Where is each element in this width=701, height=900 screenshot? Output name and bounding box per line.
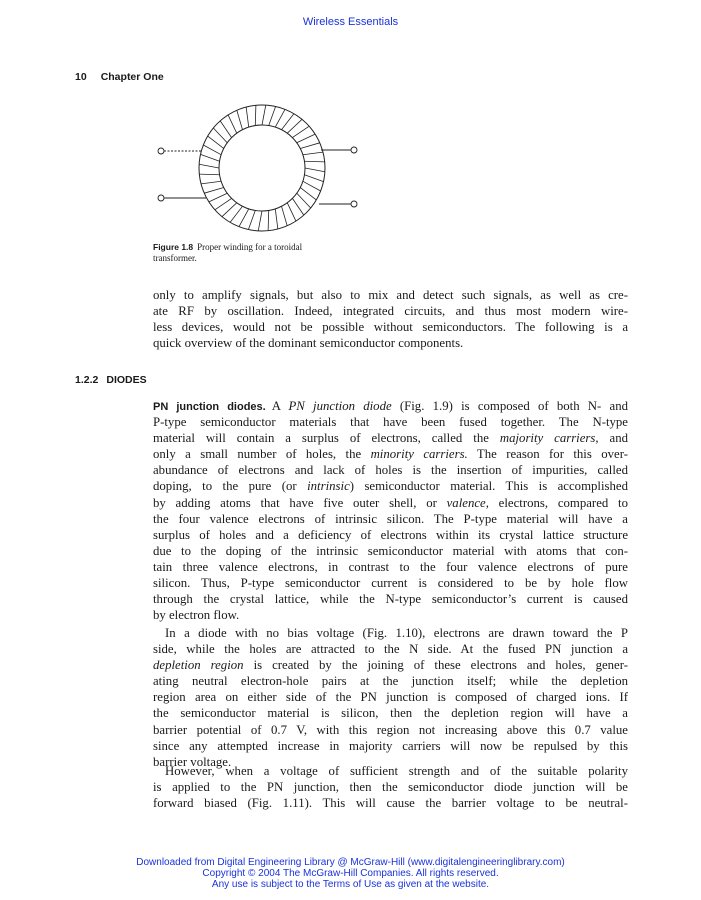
text-line <box>153 478 628 494</box>
text-line: surplus of holes and a deficiency of electrons within its crystal lattice structure <box>153 527 628 542</box>
winding-turn <box>292 126 309 137</box>
winding-turn <box>269 106 276 125</box>
winding-turn <box>220 121 231 138</box>
text-line: less devices, would not be possible without semiconductors. The following is a <box>153 320 628 335</box>
toroidal-transformer-figure <box>150 100 390 240</box>
forward-bias-paragraph <box>153 763 628 811</box>
winding-turn <box>208 136 224 148</box>
text-line: since any attempted increase in majority carriers will now be repulsed by this <box>153 738 628 753</box>
text-line: region area on either side of the PN junction is composed of charged ions. If <box>153 690 628 705</box>
italic-term: depletion region <box>153 658 244 673</box>
pn-junction-paragraph <box>153 398 628 623</box>
text-line: through the crystal lattice, while the N-type semiconductor’s current is caused <box>153 592 628 607</box>
text-line: ate RF by oscillation. Indeed, integrated circuits, and thus most modern wire- <box>153 304 628 319</box>
toroid-windings <box>199 105 325 231</box>
winding-turn <box>300 143 319 149</box>
text-line: side, while the holes are attracted to the N side. At the fused PN junction a <box>153 642 628 657</box>
winding-turn <box>204 188 223 194</box>
caption-line-2: transformer. <box>153 253 197 263</box>
winding-turn <box>239 209 249 227</box>
bias-paragraph <box>153 625 628 770</box>
terms-link[interactable]: Any use is subject to the Terms of Use as given at the website. <box>211 879 490 890</box>
winding-turn <box>287 203 296 221</box>
wireless-essentials-link[interactable]: Wireless Essentials <box>302 16 399 28</box>
winding-turn <box>258 211 262 231</box>
winding-turn <box>201 181 221 184</box>
text-line <box>153 430 628 446</box>
winding-turn <box>230 206 242 222</box>
text-line: silicon. Thus, P-type semiconductor current is considered to be by hole flow <box>153 576 628 591</box>
text-line: barrier potential of 0.7 V, with this region not increasing above this 0.7 value <box>153 722 628 737</box>
text-run: ) semiconductor material. This is accomplished <box>349 479 628 494</box>
text-run: only a small number of holes, the <box>153 447 371 462</box>
text-line <box>153 495 628 511</box>
text-line: the four valence electrons of intrinsic silicon. The P-type material will have a <box>153 511 628 526</box>
page-number: 10 <box>75 71 87 83</box>
winding-turn <box>209 193 227 202</box>
text-line <box>153 446 628 462</box>
italic-term: minority carriers. <box>370 447 468 462</box>
winding-turn <box>222 203 237 217</box>
text-run: and <box>598 431 629 446</box>
winding-turn <box>268 210 269 230</box>
winding-turn <box>255 105 256 125</box>
winding-turn <box>275 109 285 127</box>
text-line: the semiconductor material is silicon, then the depletion region will have a <box>153 706 628 721</box>
copyright-line: Copyright © 2004 The McGraw-Hill Companies. All rights reserved. <box>202 868 499 879</box>
page-header <box>75 71 164 83</box>
text-line: due to the doping of the intrinsic semiconductor material with atoms that con- <box>153 543 628 558</box>
text-run: (Fig. 1.9) is composed of both N- and <box>391 399 629 413</box>
text-line: only to amplify signals, but also to mix and detect such signals, as well as cre- <box>153 288 628 302</box>
text-line: barrier voltage. <box>153 754 232 769</box>
terminal-top-right <box>351 147 357 153</box>
section-title: DIODES <box>106 374 147 386</box>
winding-turn <box>292 198 303 215</box>
text-line: is applied to the PN junction, then the semiconductor diode junction will be <box>153 780 628 795</box>
text-line: quick overview of the dominant semiconductor components. <box>153 336 464 351</box>
subsection-heading: PN junction diodes. <box>153 401 266 413</box>
section-heading <box>75 374 147 386</box>
terminal-bottom-right <box>351 201 357 207</box>
winding-turn <box>199 174 219 175</box>
winding-turn <box>287 119 302 133</box>
section-number: 1.2.2 <box>75 374 99 386</box>
winding-turn <box>248 210 255 229</box>
text-line: P-type semiconductor materials that have been fused together. The N-type <box>153 415 628 430</box>
text-line: ating neutral electron-hole pairs at the junction itself; while the depletion <box>153 674 628 689</box>
winding-turn <box>200 154 219 161</box>
text-line: by electron flow. <box>153 608 240 623</box>
winding-turn <box>213 128 227 143</box>
text-run: The reason for this over- <box>467 447 628 462</box>
winding-turn <box>297 134 315 143</box>
winding-turn <box>228 115 237 133</box>
italic-term: majority carriers, <box>499 431 599 446</box>
winding-turn <box>304 161 324 162</box>
text-run: A <box>271 399 289 413</box>
caption-line-1: Proper winding for a toroidal <box>197 242 303 252</box>
winding-turn <box>215 198 232 209</box>
winding-turn <box>275 209 278 229</box>
text-line: However, when a voltage of sufficient strength and of the suitable polarity <box>165 764 628 778</box>
winding-turn <box>246 107 249 127</box>
italic-term: PN junction diode <box>288 399 392 413</box>
text-run: by adding atoms that have five outer shell, or <box>153 495 447 510</box>
figure-caption <box>153 242 353 264</box>
winding-turn <box>262 105 266 125</box>
winding-turn <box>304 175 323 182</box>
winding-turn <box>237 110 243 129</box>
italic-term: valence, <box>446 495 489 510</box>
download-link[interactable]: Downloaded from Digital Engineering Library @ McGraw-Hill (www.digitalengineeringlibrary.com) <box>136 857 565 868</box>
text-run: material will contain a surplus of electrons, called the <box>153 431 500 446</box>
figure-label: Figure 1.8 <box>153 242 194 252</box>
text-line <box>153 398 628 414</box>
text-run: electrons, compared to <box>488 495 628 510</box>
terminal-top-left <box>158 148 164 154</box>
winding-turn <box>303 181 321 191</box>
chapter-title: Chapter One <box>100 71 164 83</box>
text-line <box>153 657 628 673</box>
lead-wires <box>158 147 357 207</box>
copyright-footer <box>0 857 701 890</box>
winding-turn <box>300 188 316 200</box>
text-line: tain three valence electrons, in contrast to the four valence electrons of pure <box>153 559 628 574</box>
text-line: abundance of electrons and lack of holes is the insertion of impurities, called <box>153 463 628 478</box>
winding-turn <box>199 164 219 168</box>
winding-turn <box>303 152 323 155</box>
text-run: doping, to the pure (or <box>153 479 308 494</box>
text-run: is created by the joining of these electrons and holes, gener- <box>243 658 628 673</box>
winding-turn <box>282 114 294 130</box>
winding-turn <box>203 145 221 155</box>
terminal-bottom-left <box>158 195 164 201</box>
winding-turn <box>282 206 288 225</box>
text-line: forward biased (Fig. 1.11). This will cause the barrier voltage to be neutral- <box>153 796 628 811</box>
winding-turn <box>305 168 325 172</box>
text-line: In a diode with no bias voltage (Fig. 1.10), electrons are drawn toward the P <box>165 626 628 640</box>
intro-paragraph <box>153 287 628 351</box>
italic-term: intrinsic <box>307 479 350 494</box>
winding-turn <box>297 193 311 208</box>
